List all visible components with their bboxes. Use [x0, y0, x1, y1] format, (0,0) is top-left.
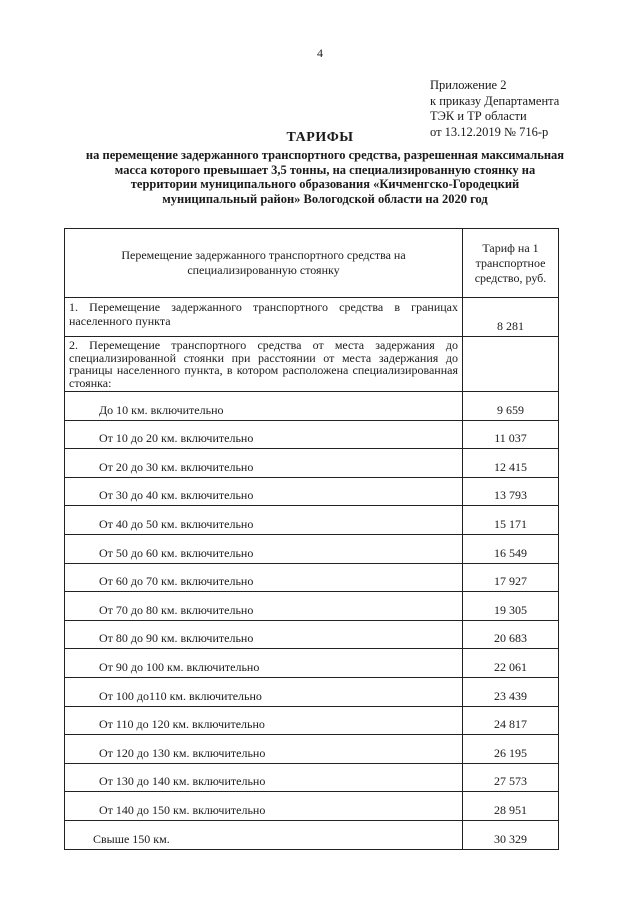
table-row: [65, 298, 559, 337]
row-tariff: 8 281: [463, 298, 559, 337]
table-row: [65, 420, 559, 449]
subtitle-line: на перемещение задержанного транспортного средства, разрешенная максимальная: [85, 148, 565, 162]
row-description: 2. Перемещение транспортного средства от места задержания до специализированной стоянки при расстоянии от места задержания до границы населенного пункта, в котором расположена специализированная стоянка:: [65, 337, 463, 392]
distance-tariff: 12 415: [463, 449, 559, 478]
distance-label: От 70 до 80 км. включительно: [65, 592, 463, 621]
appendix-line: ТЭК и ТР области: [430, 109, 527, 123]
row-tariff-empty: [463, 337, 559, 392]
distance-label: От 40 до 50 км. включительно: [65, 506, 463, 535]
distance-label: От 50 до 60 км. включительно: [65, 534, 463, 563]
distance-tariff: 20 683: [463, 620, 559, 649]
distance-tariff: 23 439: [463, 677, 559, 706]
appendix-line: Приложение 2: [430, 78, 507, 92]
table-row: [65, 392, 559, 421]
distance-tariff: 30 329: [463, 820, 559, 849]
table-row: [65, 337, 559, 392]
table-row: [65, 506, 559, 535]
distance-tariff: 27 573: [463, 763, 559, 792]
distance-tariff: 22 061: [463, 649, 559, 678]
header-description: Перемещение задержанного транспортного средства на специализированную стоянку: [65, 229, 463, 298]
distance-tariff: 11 037: [463, 420, 559, 449]
tariff-table: [64, 228, 559, 850]
distance-tariff: 9 659: [463, 392, 559, 421]
table-row: [65, 735, 559, 764]
table-row: [65, 706, 559, 735]
table-row: [65, 563, 559, 592]
table-row: [65, 649, 559, 678]
table-row: [65, 820, 559, 849]
distance-label: До 10 км. включительно: [65, 392, 463, 421]
table-row: [65, 477, 559, 506]
distance-tariff: 15 171: [463, 506, 559, 535]
distance-tariff: 13 793: [463, 477, 559, 506]
table-row: [65, 449, 559, 478]
distance-tariff: 24 817: [463, 706, 559, 735]
distance-label: От 30 до 40 км. включительно: [65, 477, 463, 506]
distance-label: От 130 до 140 км. включительно: [65, 763, 463, 792]
appendix-line: к приказу Департамента: [430, 93, 560, 108]
distance-label: От 100 до110 км. включительно: [65, 677, 463, 706]
distance-label: От 80 до 90 км. включительно: [65, 620, 463, 649]
distance-label: От 10 до 20 км. включительно: [65, 420, 463, 449]
header-tariff: Тариф на 1 транспортное средство, руб.: [463, 229, 559, 298]
table-row: [65, 792, 559, 821]
tariff-table-container: [64, 228, 558, 850]
table-header-row: [65, 229, 559, 298]
subtitle-line: масса которого превышает 3,5 тонны, на специализированную стоянку на: [114, 162, 536, 177]
subtitle-line: территории муниципального образования «Кичменгско-Городецкий: [130, 177, 520, 191]
subtitle-line: муниципальный район» Вологодской области на 2020 год: [162, 191, 488, 206]
table-row: [65, 620, 559, 649]
distance-tariff: 16 549: [463, 534, 559, 563]
table-row: [65, 592, 559, 621]
row-description: 1. Перемещение задержанного транспортного средства в границах населенного пункта: [65, 298, 463, 337]
document-title: ТАРИФЫ: [286, 130, 354, 145]
table-row: [65, 677, 559, 706]
distance-tariff: 19 305: [463, 592, 559, 621]
distance-label: От 110 до 120 км. включительно: [65, 706, 463, 735]
distance-label: От 140 до 150 км. включительно: [65, 792, 463, 821]
distance-label: От 90 до 100 км. включительно: [65, 649, 463, 678]
appendix-line: от 13.12.2019 № 716-р: [430, 124, 549, 139]
distance-tariff: 26 195: [463, 735, 559, 764]
distance-label: От 20 до 30 км. включительно: [65, 449, 463, 478]
distance-label: От 60 до 70 км. включительно: [65, 563, 463, 592]
document-subtitle: [80, 148, 570, 206]
distance-label: Свыше 150 км.: [65, 820, 463, 849]
distance-tariff: 28 951: [463, 792, 559, 821]
distance-label: От 120 до 130 км. включительно: [65, 735, 463, 764]
table-row: [65, 763, 559, 792]
page-number: 4: [317, 46, 323, 60]
table-row: [65, 534, 559, 563]
distance-tariff: 17 927: [463, 563, 559, 592]
